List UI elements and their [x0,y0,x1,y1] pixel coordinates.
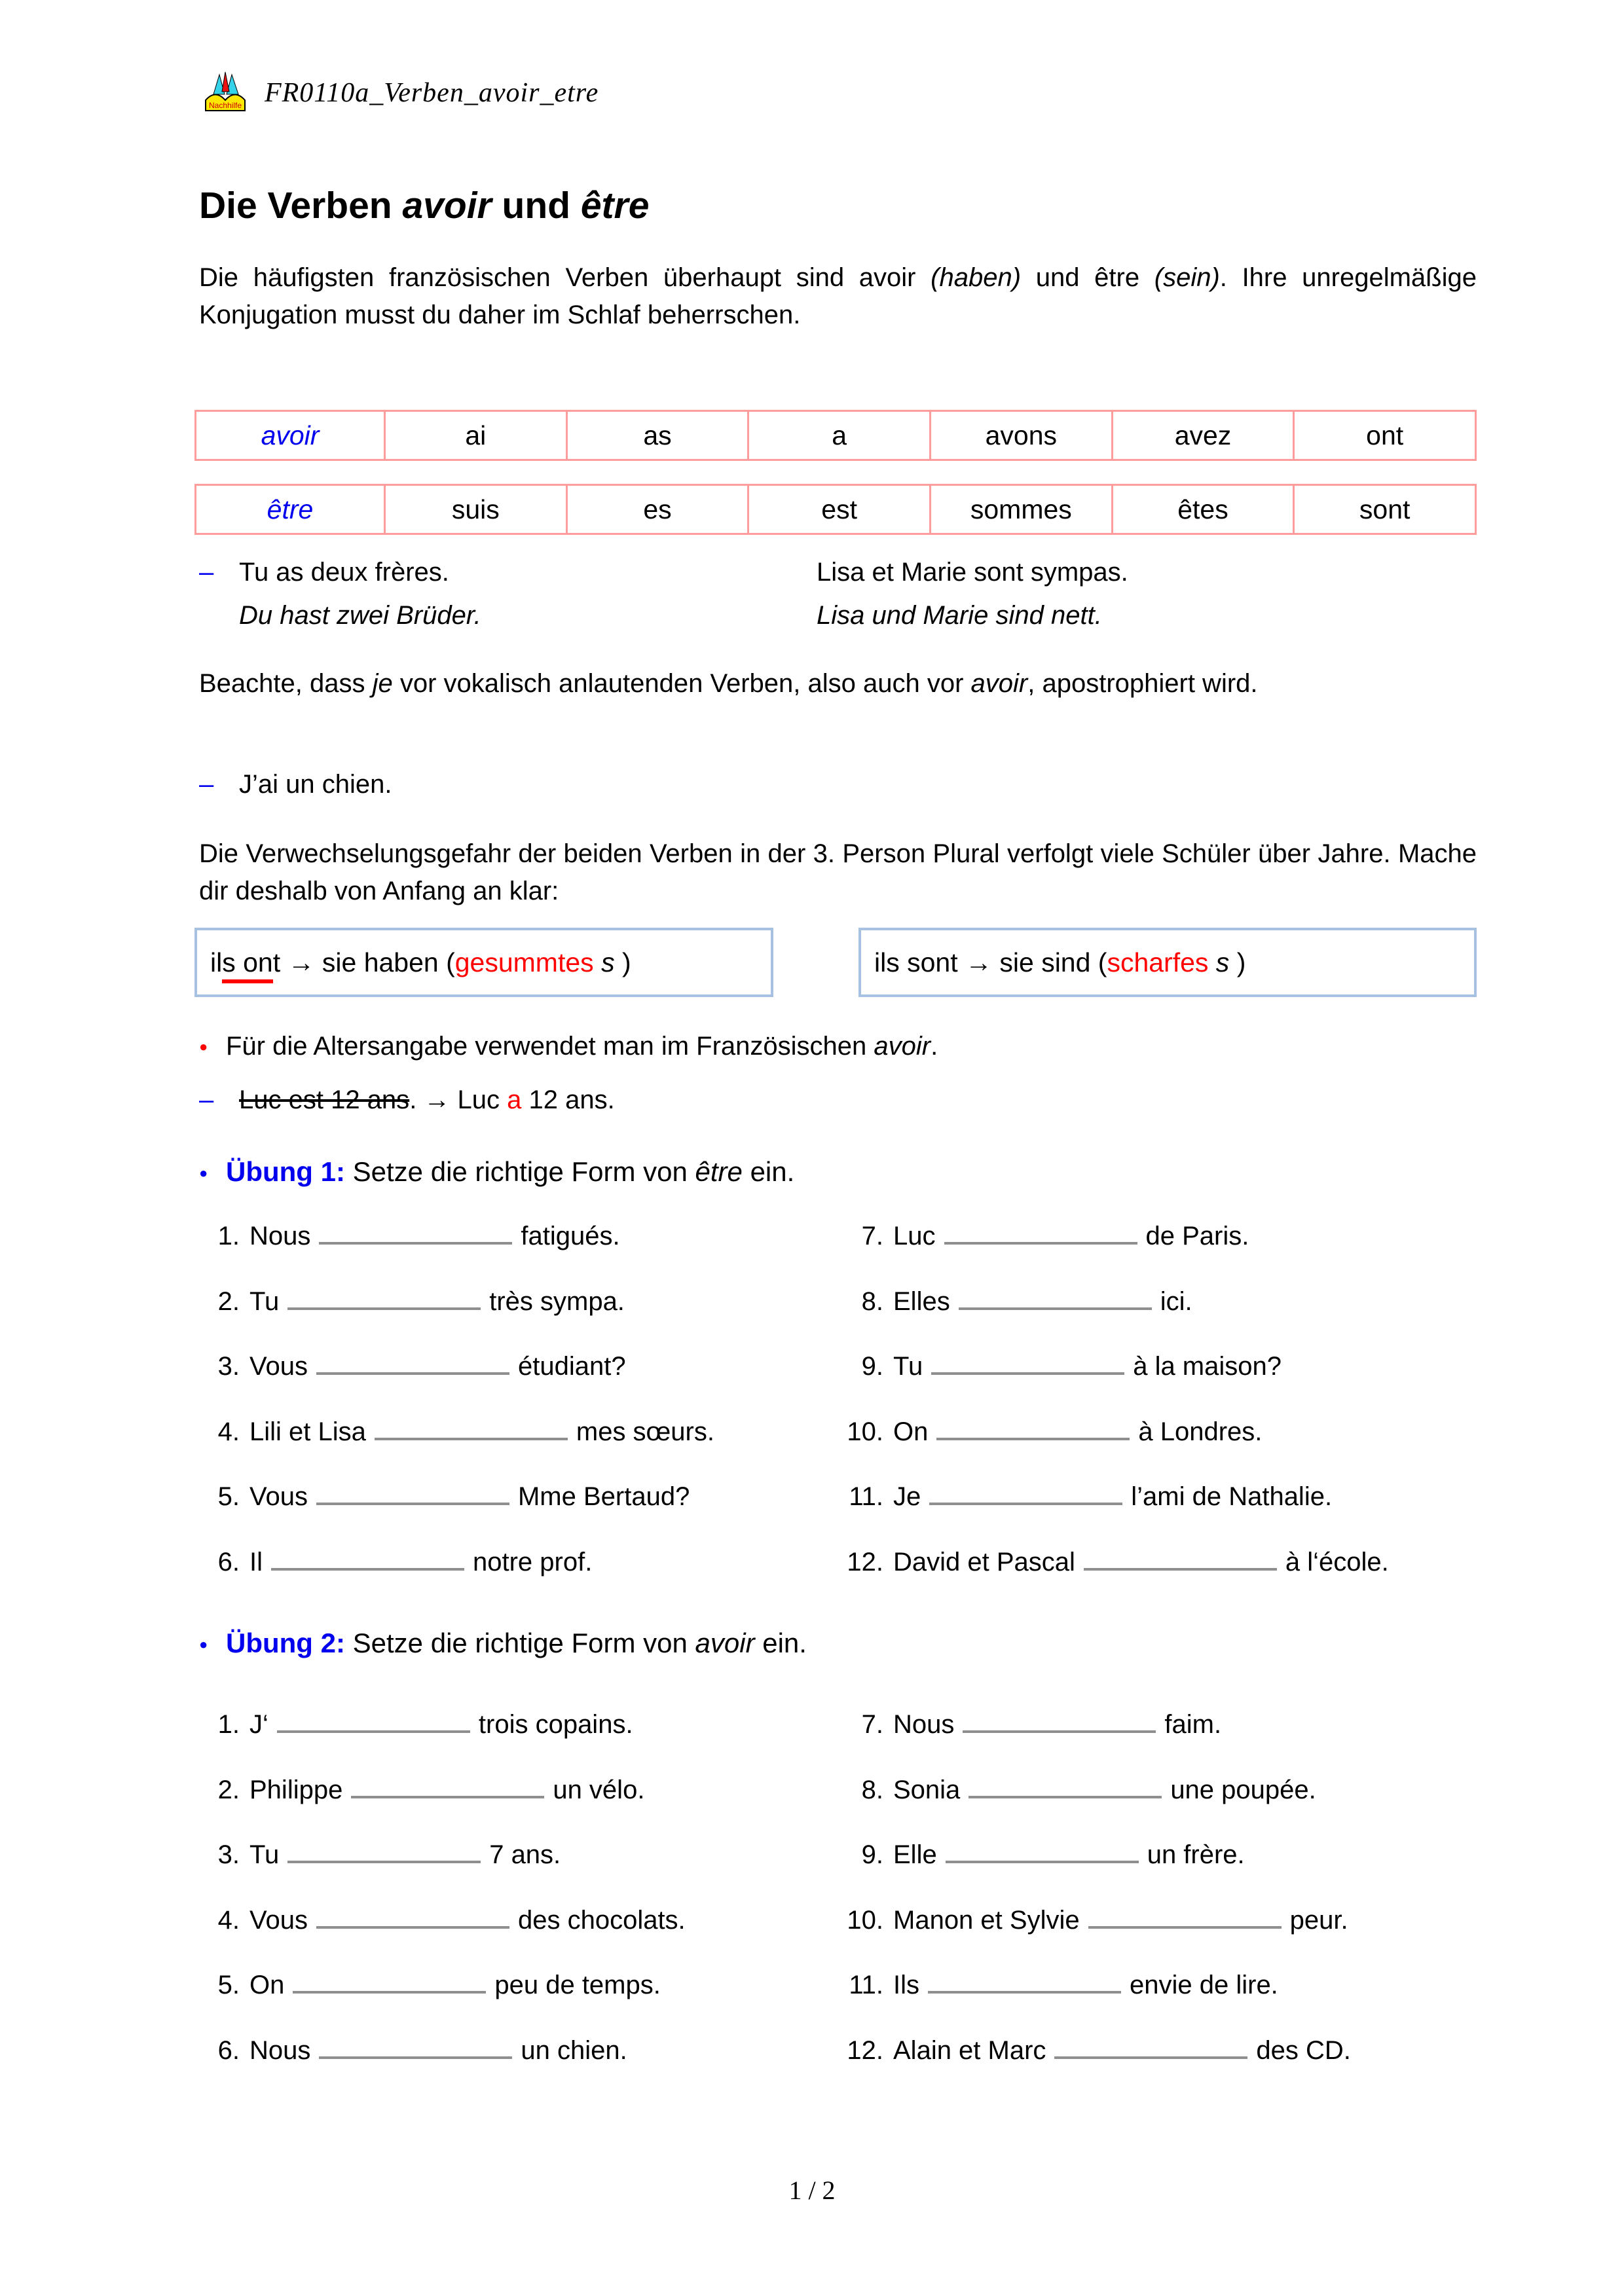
blank-line [316,1917,509,1929]
liaison-boxes [194,928,1477,1000]
item-post-text: Mme Bertaud? [517,1482,690,1511]
item-number: 8. [861,1286,883,1316]
item-pre-text: Manon et Sylvie [893,1905,1080,1935]
conjugation-cell: avez [1111,412,1293,459]
item-number: 11. [849,1482,883,1511]
item-number: 4. [217,1417,240,1446]
blank-line [1084,1559,1277,1571]
item-post-text: envie de lire. [1130,1971,1278,1999]
conjugation-cell: as [566,412,748,459]
item-post-text: une poupée. [1170,1775,1316,1804]
item-number: 6. [217,1547,240,1576]
box-text: ) [614,947,631,977]
exercise-item [815,1222,1389,1287]
exercise-item [815,2036,1351,2102]
pronoun-label [1294,361,1477,394]
blank-line [277,1721,470,1733]
box-text: ) [1229,947,1246,977]
age-rule-note [199,1032,938,1061]
note-text: Beachte, dass [199,669,373,698]
exercise-item [815,1482,1389,1548]
item-pre-text: Lili et Lisa [249,1417,366,1446]
blank-line [351,1787,544,1798]
exercise2-label: Übung 2: [226,1628,345,1658]
item-number: 10. [847,1905,883,1935]
exercise-item [815,1417,1389,1483]
age-example-red-a: a [507,1085,522,1114]
item-number: 7. [861,1710,883,1739]
item-post-text: un frère. [1147,1840,1245,1869]
item-pre-text: Nous [893,1710,955,1739]
note-je-paragraph [199,665,1477,702]
exercise1-instruction: ein. [742,1156,795,1187]
item-number: 3. [217,1840,240,1869]
exercise-item [199,1352,714,1417]
item-pre-text: Je [893,1482,921,1511]
item-pre-text: Vous [249,1905,308,1935]
item-number: 4. [217,1905,240,1935]
item-post-text: fatigués. [521,1222,620,1250]
item-pre-text: Il [249,1547,263,1576]
box-italic-s: s [601,947,615,977]
verb-label-etre: être [267,494,314,524]
exercise2-instruction: Setze die richtige Form von [344,1628,695,1658]
item-post-text: un vélo. [553,1775,645,1804]
exercise-item [199,1482,714,1548]
exercise-item [815,1906,1351,1971]
age-example-text: . → Luc [409,1085,507,1114]
item-post-text: trois copains. [478,1710,633,1739]
age-rule-avoir-italic: avoir [874,1032,931,1061]
item-number: 2. [217,1286,240,1316]
exercise-item [199,1287,714,1353]
box-red-text: scharfes [1107,947,1216,977]
pronoun-label [929,361,1112,394]
item-pre-text: On [249,1971,285,1999]
item-post-text: peu de temps. [494,1971,661,1999]
item-number: 1. [217,1222,240,1250]
item-pre-text: Tu [893,1352,923,1381]
box-red-text: gesummtes [454,947,602,977]
item-post-text: 7 ans. [489,1840,561,1869]
strikethrough-text: Luc est 12 ans [239,1085,410,1114]
pronoun-label [747,361,929,394]
blank-line [287,1298,481,1310]
dash-bullet: – [199,1085,214,1114]
blank-line [936,1429,1130,1440]
note-text: , apostrophiert wird. [1027,669,1258,698]
item-post-text: un chien. [521,2035,627,2065]
verb-label-avoir: avoir [261,420,320,450]
intro-text: und être [1021,263,1154,292]
conjugation-table-etre [194,484,1477,535]
conjugation-cell: sont [1293,486,1475,533]
conjugation-cell: ont [1293,412,1475,459]
item-pre-text: Alain et Marc [893,2035,1046,2065]
example-german-2: Lisa und Marie sind nett. [817,601,1102,630]
item-post-text: des CD. [1256,2035,1351,2065]
box-italic-s: s [1215,947,1230,977]
exercise-item [815,1971,1351,2036]
item-pre-text: Nous [249,1222,311,1250]
exercise-item [199,1776,686,1841]
blank-line [271,1559,464,1571]
item-post-text: l’ami de Nathalie. [1131,1482,1333,1511]
conjugation-cell: ai [384,412,566,459]
example-jai [199,770,392,799]
exercise-item [199,2036,686,2102]
intro-haben-italic: (haben) [931,263,1022,292]
item-number: 10. [847,1417,883,1446]
blank-line [928,1982,1121,1994]
item-pre-text: Philippe [249,1775,343,1804]
item-number: 9. [861,1840,883,1869]
exercise2-heading [199,1628,807,1659]
conjugation-header-row [194,361,1477,394]
item-post-text: des chocolats. [517,1905,686,1935]
blank-line [287,1851,481,1863]
exercise-item [199,1906,686,1971]
item-post-text: notre prof. [473,1547,593,1576]
red-bullet-icon: ● [199,1038,208,1055]
example-french-2: Lisa et Marie sont sympas. [817,558,1128,587]
blank-line [319,1233,512,1245]
box-text: ils sont → sie sind ( [874,947,1107,977]
item-number: 5. [217,1482,240,1511]
blank-line [293,1982,486,1994]
item-post-text: de Paris. [1145,1222,1249,1250]
conjugation-cell: suis [384,486,566,533]
intro-text: . Ihre unregelmäßige Konjugation musst du daher im Schlaf beherrschen. [199,263,1477,329]
box-text: t → sie haben ( [272,947,455,977]
item-pre-text: Ils [893,1971,919,1999]
item-post-text: à l‘école. [1285,1547,1389,1576]
nachhilfe-logo-icon [204,69,246,113]
item-pre-text: Vous [249,1352,308,1381]
exercise-item [199,1710,686,1776]
example-line-german [199,601,1477,644]
intro-paragraph [199,259,1477,334]
note-text: vor vokalisch anlautenden Verben, also auch vor [392,669,971,698]
example-german-1: Du hast zwei Brüder. [239,601,481,630]
exercise-item [815,1287,1389,1353]
blue-bullet-icon: ● [199,1165,208,1181]
conjugation-cell: avons [929,412,1111,459]
conjugation-cell: a [747,412,929,459]
blank-line [316,1493,509,1505]
age-rule-text: Für die Altersangabe verwendet man im Französischen [226,1032,874,1061]
item-post-text: peur. [1289,1905,1348,1935]
exercise1-verb-italic: être [695,1156,743,1187]
exercise-item [815,1352,1389,1417]
blank-line [931,1363,1124,1375]
blank-line [319,2047,512,2059]
blank-line [316,1363,509,1375]
exercise2-instruction: ein. [754,1628,807,1658]
title-text: und [491,185,581,227]
page-title [199,184,649,227]
item-pre-text: Nous [249,2035,311,2065]
item-post-text: très sympa. [489,1286,625,1316]
age-example-text: 12 ans. [521,1085,615,1114]
exercise1-label: Übung 1: [226,1156,345,1187]
item-post-text: à la maison? [1133,1352,1282,1381]
pronoun-label [382,361,564,394]
exercise-item [199,1222,714,1287]
item-pre-text: Elles [893,1286,950,1316]
exercise-item [815,1840,1351,1906]
box-text: il [210,947,223,977]
blank-line [1054,2047,1247,2059]
blank-line [1088,1917,1282,1929]
item-pre-text: Luc [893,1222,936,1250]
item-post-text: mes sœurs. [576,1417,714,1446]
exercise-item [199,1417,714,1483]
conjugation-table-avoir [194,410,1477,461]
exercise-item [199,1548,714,1613]
item-pre-text: David et Pascal [893,1547,1075,1576]
item-pre-text: Sonia [893,1775,961,1804]
item-number: 12. [847,2035,883,2065]
item-number: 2. [217,1775,240,1804]
logo-label: Nachhilfe [208,101,242,110]
example-line-french [199,558,1477,601]
item-pre-text: J‘ [249,1710,268,1739]
title-verb-avoir: avoir [402,185,492,227]
intro-sein-italic: (sein) [1154,263,1220,292]
dash-bullet: – [199,770,214,799]
liaison-underline: s on [222,947,273,983]
item-pre-text: Vous [249,1482,308,1511]
note-je-italic: je [372,669,393,698]
item-number: 6. [217,2035,240,2065]
item-pre-text: On [893,1417,929,1446]
note-avoir-italic: avoir [970,669,1028,698]
item-post-text: ici. [1160,1286,1192,1316]
page-number: 1 / 2 [788,2176,836,2205]
item-pre-text: Tu [249,1840,280,1869]
age-rule-text: . [931,1032,938,1061]
conjugation-cell: êtes [1111,486,1293,533]
exercise-item [815,1548,1389,1613]
blank-line [946,1851,1139,1863]
item-number: 3. [217,1352,240,1381]
example-jai-text: J’ai un chien. [239,770,392,799]
blank-line [375,1429,568,1440]
exercise-item [199,1971,686,2036]
intro-text: Die häufigsten französischen Verben überhaupt sind avoir [199,263,931,292]
conjugation-cell: sommes [929,486,1111,533]
exercise1-instruction: Setze die richtige Form von [344,1156,695,1187]
item-post-text: faim. [1164,1710,1222,1739]
blank-line [929,1493,1122,1505]
blank-line [969,1787,1162,1798]
document-filename: FR0110a_Verben_avoir_etre [265,78,599,108]
example-french-1: Tu as deux frères. [239,558,449,587]
title-text: Die Verben [199,185,403,227]
conjugation-cell: es [566,486,748,533]
exercise-item [199,1840,686,1906]
item-pre-text: Tu [249,1286,280,1316]
title-verb-etre: être [580,185,650,227]
exercise1-heading [199,1156,794,1188]
pronoun-label [564,361,747,394]
item-post-text: à Londres. [1138,1417,1263,1446]
exercise-item [815,1710,1351,1776]
blank-line [944,1233,1137,1245]
blank-line [959,1298,1152,1310]
empty-corner-cell [194,361,382,394]
item-pre-text: Elle [893,1840,937,1869]
example-sentences [199,558,1477,644]
confusion-paragraph: Die Verwechselungsgefahr der beiden Verben in der 3. Person Plural verfolgt viele Schüler über Jahre. Mache dir deshalb von Anfang an klar: [199,839,1477,905]
age-example [199,1085,615,1115]
exercise-item [815,1776,1351,1841]
liaison-box-ont [194,928,773,997]
pronoun-label [1112,361,1295,394]
dash-bullet: – [199,558,214,587]
item-number: 8. [861,1775,883,1804]
item-number: 12. [847,1547,883,1576]
conjugation-cell: est [747,486,929,533]
item-number: 5. [217,1971,240,1999]
blank-line [963,1721,1156,1733]
item-post-text: étudiant? [517,1352,626,1381]
item-number: 1. [217,1710,240,1739]
item-number: 7. [861,1222,883,1250]
item-number: 9. [861,1352,883,1381]
exercise2-verb-italic: avoir [695,1628,755,1658]
blue-bullet-icon: ● [199,1636,208,1652]
item-number: 11. [849,1971,883,1999]
liaison-box-sont [858,928,1477,997]
